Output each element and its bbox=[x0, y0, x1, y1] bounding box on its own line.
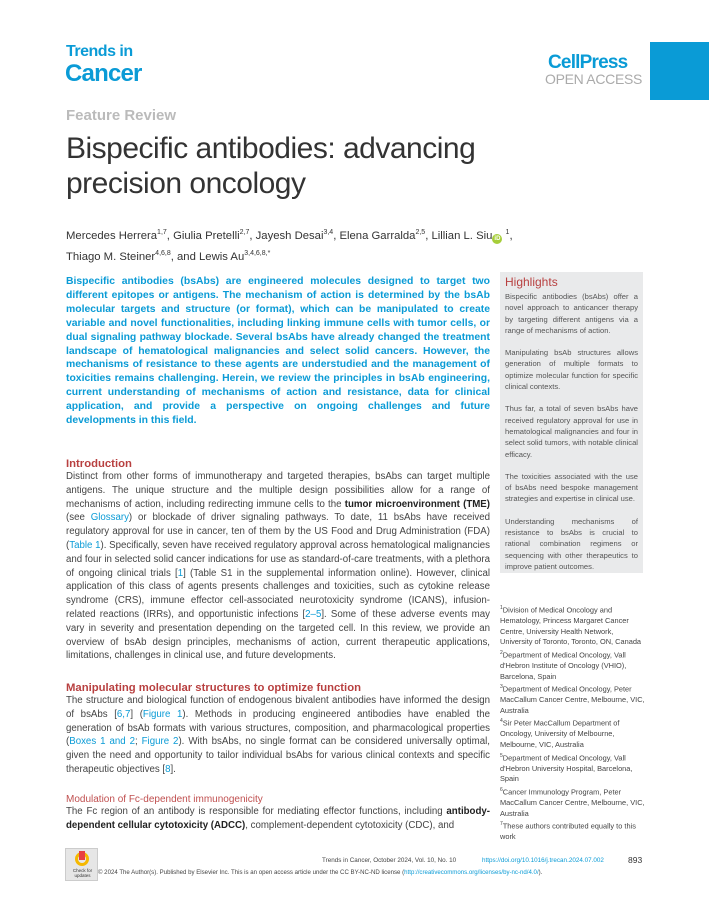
text-run: ; bbox=[134, 736, 142, 748]
text-run: The Fc region of an antibody is responsible for mediating effector functions, including bbox=[66, 806, 447, 817]
text-run: ]. Some of these adverse events may vary in severity and presentation depending on the targeted cell. In this review, we provide an overview of bsAb design principles, mechanisms of action, current therapeutic applications, limitations, challenges in clinical use, and future developments. bbox=[66, 608, 490, 662]
section-heading: Manipulating molecular structures to optimize function bbox=[66, 682, 361, 694]
author-affiliation-marks: 2,7 bbox=[239, 229, 250, 236]
text-run: The structure and biological function of endogenous bivalent antibodies have informed the design of bsAbs [ bbox=[66, 695, 490, 720]
doi-link[interactable]: https://doi.org/10.1016/j.trecan.2024.07.002 bbox=[482, 857, 604, 864]
license-link[interactable]: http://creativecommons.org/licenses/by-nc-nd/4.0/ bbox=[404, 869, 539, 876]
section-heading: Modulation of Fc-dependent immunogenicity bbox=[66, 794, 263, 805]
reference-link[interactable]: Figure 1 bbox=[142, 708, 183, 720]
section-paragraph bbox=[66, 470, 490, 663]
author-affiliation-marks: 3,4,6,8,* bbox=[244, 250, 271, 257]
author-separator: , bbox=[333, 230, 340, 242]
affiliation-text: Department of Medical Oncology, Vall d'Hebron University Hospital, Barcelona, Spain bbox=[500, 753, 633, 784]
author-name[interactable]: Mercedes Herrera bbox=[66, 230, 158, 242]
affiliation bbox=[500, 751, 645, 785]
author-name[interactable]: Jayesh Desai bbox=[255, 230, 324, 242]
affiliation bbox=[500, 819, 645, 843]
article-type: Feature Review bbox=[66, 107, 177, 124]
author-separator: , bbox=[425, 230, 432, 242]
reference-link[interactable]: 8 bbox=[165, 763, 171, 775]
section-paragraph bbox=[66, 805, 490, 833]
affiliation-number: 3 bbox=[500, 684, 503, 691]
glossary-term[interactable]: antibody-dependent cellular cytotoxicity (ADCC) bbox=[66, 806, 490, 831]
highlights-box bbox=[500, 272, 643, 573]
text-run: ] ( bbox=[130, 708, 143, 720]
citation: Trends in Cancer, October 2024, Vol. 10, No. 10 bbox=[322, 857, 457, 864]
author-affiliation-marks: 1 bbox=[505, 229, 510, 236]
affiliation bbox=[500, 716, 645, 750]
section-fc-modulation bbox=[66, 794, 490, 833]
reference-link[interactable]: 2–5 bbox=[305, 608, 322, 620]
affiliation bbox=[500, 603, 645, 648]
author-separator: , bbox=[166, 230, 174, 242]
author-separator: , and bbox=[170, 251, 200, 263]
text-run: ). With bsAbs, no single format can be considered universally optimal, given the need and opportunity to tailor individual bsAbs for various clinical contexts and specific therapeutic objectives [ bbox=[66, 736, 490, 775]
reference-link[interactable]: 6,7 bbox=[116, 708, 131, 720]
affiliation bbox=[500, 785, 645, 819]
author-name[interactable]: Lewis Au bbox=[199, 251, 245, 263]
affiliation-text: Sir Peter MacCallum Department of Oncology, University of Melbourne, Melbourne, VIC, Australia bbox=[500, 718, 620, 749]
publisher-logo: CellPress bbox=[548, 52, 628, 73]
highlight-item: Understanding mechanisms of resistance to bsAbs is crucial to rational combination regimens or sequencing with other therapeutics to improve patient outcomes. bbox=[505, 516, 638, 571]
section-manipulating-structures bbox=[66, 682, 490, 777]
journal-name-line1: Trends in bbox=[66, 43, 133, 60]
text-run: (see bbox=[66, 512, 91, 524]
author-name[interactable]: Lillian L. Siu bbox=[431, 230, 493, 242]
affiliation-text: Department of Medical Oncology, Vall d'Hebron Institute of Oncology (VHIO), Barcelona, Spain bbox=[500, 650, 627, 681]
author-affiliation-marks: 1,7 bbox=[157, 229, 167, 236]
affiliation-number: 6 bbox=[500, 786, 503, 793]
section-heading: Introduction bbox=[66, 458, 132, 470]
highlight-item: Bispecific antibodies (bsAbs) offer a novel approach to anticancer therapy by targeting different antigens via a range of mechanisms of action. bbox=[505, 292, 638, 335]
page-number: 893 bbox=[628, 855, 643, 865]
highlight-item: The toxicities associated with the use of bsAbs need bespoke management strategies and expertise in clinical use. bbox=[505, 471, 638, 504]
accent-block bbox=[650, 42, 709, 100]
affiliation bbox=[500, 648, 645, 682]
affiliation-text: Cancer Immunology Program, Peter MacCallum Cancer Centre, Melbourne, VIC, Australia bbox=[500, 787, 645, 818]
author-name[interactable]: Giulia Pretelli bbox=[173, 230, 240, 242]
badge-label: Check for updates bbox=[72, 868, 93, 878]
author-separator: , bbox=[249, 230, 256, 242]
affiliation-number: 4 bbox=[500, 718, 503, 725]
abstract: Bispecific antibodies (bsAbs) are engineered molecules designed to target two different epitopes or antigens. The mechanism of action is determined by the bsAb molecular targets and structure (or format), which can be manipulated to create variable and novel functionalities, including linking immune cells with tumor cells, or dual signaling pathway blockade. Several bsAbs have already changed the treatment landscape of hematological malignancies and select solid cancers. However, the mechanisms of resistance to these agents are understudied and the management of toxicities remains challenging. Herein, we review the principles in bsAb engineering, current understanding of mechanisms of action and resistance, data for clinical application, and provide a perspective on ongoing challenges and future developments in this field. bbox=[66, 276, 490, 427]
glossary-term[interactable]: tumor microenvironment (TME) bbox=[344, 498, 490, 510]
text-run: ). Specifically, seven have received regulatory approval across hematological malignancies and four in selected solid cancer indications for use as standard-of-care treatments, with a plethora of ongoing clinical trials [ bbox=[66, 539, 490, 579]
text-run: , complement-dependent cytotoxicity (CDC), and bbox=[245, 819, 455, 831]
highlights-title: Highlights bbox=[505, 275, 558, 289]
author-list bbox=[66, 224, 536, 266]
author-name[interactable]: Thiago M. Steiner bbox=[66, 251, 156, 263]
text-run: Distinct from other forms of immunotherapy and targeted therapies, bsAbs can target multiple antigens. The unique structure and the multiple design possibilities allow for a range of mechanisms of action, including redirecting immune cells to the bbox=[66, 471, 490, 510]
affiliation-text: Department of Medical Oncology, Peter MacCallum Cancer Centre, Melbourne, VIC, Australia bbox=[500, 684, 645, 715]
author-name[interactable]: Elena Garralda bbox=[339, 230, 416, 242]
check-for-updates-badge[interactable] bbox=[65, 848, 98, 881]
highlight-item: Manipulating bsAb structures allows generation of multiple formats to optimize molecular function for specific clinical contexts. bbox=[505, 348, 638, 392]
affiliation-text: Division of Medical Oncology and Hematology, Princess Margaret Cancer Centre, University Health Network, University of Toronto, Toronto, ON, Canada bbox=[500, 605, 642, 647]
section-paragraph bbox=[66, 694, 490, 777]
text-run: ] (Table S1 in the supplemental information online). However, clinical application of this class of agents presents challenges and toxicities, such as cytokine release syndrome (CRS), immune effector cell-associated neurotoxicity syndrome (ICANS), infusion-related reactions (IRRs), and opportunistic infections [ bbox=[66, 567, 490, 620]
license-text: © 2024 The Author(s). Published by Elsevier Inc. This is an open access article under the CC BY-NC-ND license (http://creativecommons.org/licenses/by-nc-nd/4.0/). bbox=[98, 869, 543, 876]
text-run: ]. bbox=[170, 763, 176, 775]
reference-link[interactable]: Glossary bbox=[90, 512, 129, 524]
affiliations bbox=[500, 603, 645, 843]
reference-link[interactable]: Figure 2 bbox=[141, 736, 179, 748]
author-affiliation-marks: 2,5 bbox=[415, 229, 426, 236]
reference-link[interactable]: Boxes 1 and 2 bbox=[69, 736, 135, 748]
author-affiliation-marks: 3,4 bbox=[323, 229, 334, 236]
affiliation-number: 1 bbox=[500, 605, 503, 611]
reference-link[interactable]: 1 bbox=[177, 567, 184, 579]
orcid-icon[interactable]: iD bbox=[494, 236, 501, 242]
open-access-label: OPEN ACCESS bbox=[545, 71, 643, 87]
journal-name-line2: Cancer bbox=[65, 60, 142, 87]
author-affiliation-marks: 4,6,8 bbox=[155, 250, 171, 257]
highlight-item: Thus far, a total of seven bsAbs have received regulatory approval for use in hematological malignancies and four in select solid tumors, with notable clinical efficacy. bbox=[505, 404, 638, 459]
text-run: ). Methods in producing engineered antibodies have enabled the generation of bsAb formats with various structures, composition, and pharmacological properties ( bbox=[66, 708, 491, 748]
text-run: ) or blockade of driver signaling pathways. To date, 11 bsAbs have received regulatory approval for use in cancer, ten of them by the US Food and Drug Administration (FDA) ( bbox=[66, 512, 490, 551]
section-introduction bbox=[66, 458, 490, 663]
affiliation-number: 5 bbox=[500, 752, 503, 759]
affiliation-number: 7 bbox=[500, 821, 503, 828]
article-title: Bispecific antibodies: advancing precision oncology bbox=[66, 132, 476, 200]
affiliation bbox=[500, 682, 645, 716]
author-separator: , bbox=[509, 230, 513, 242]
affiliation-number: 2 bbox=[500, 649, 503, 656]
reference-link[interactable]: Table 1 bbox=[69, 539, 101, 551]
affiliation-text: These authors contributed equally to this work bbox=[500, 821, 636, 842]
